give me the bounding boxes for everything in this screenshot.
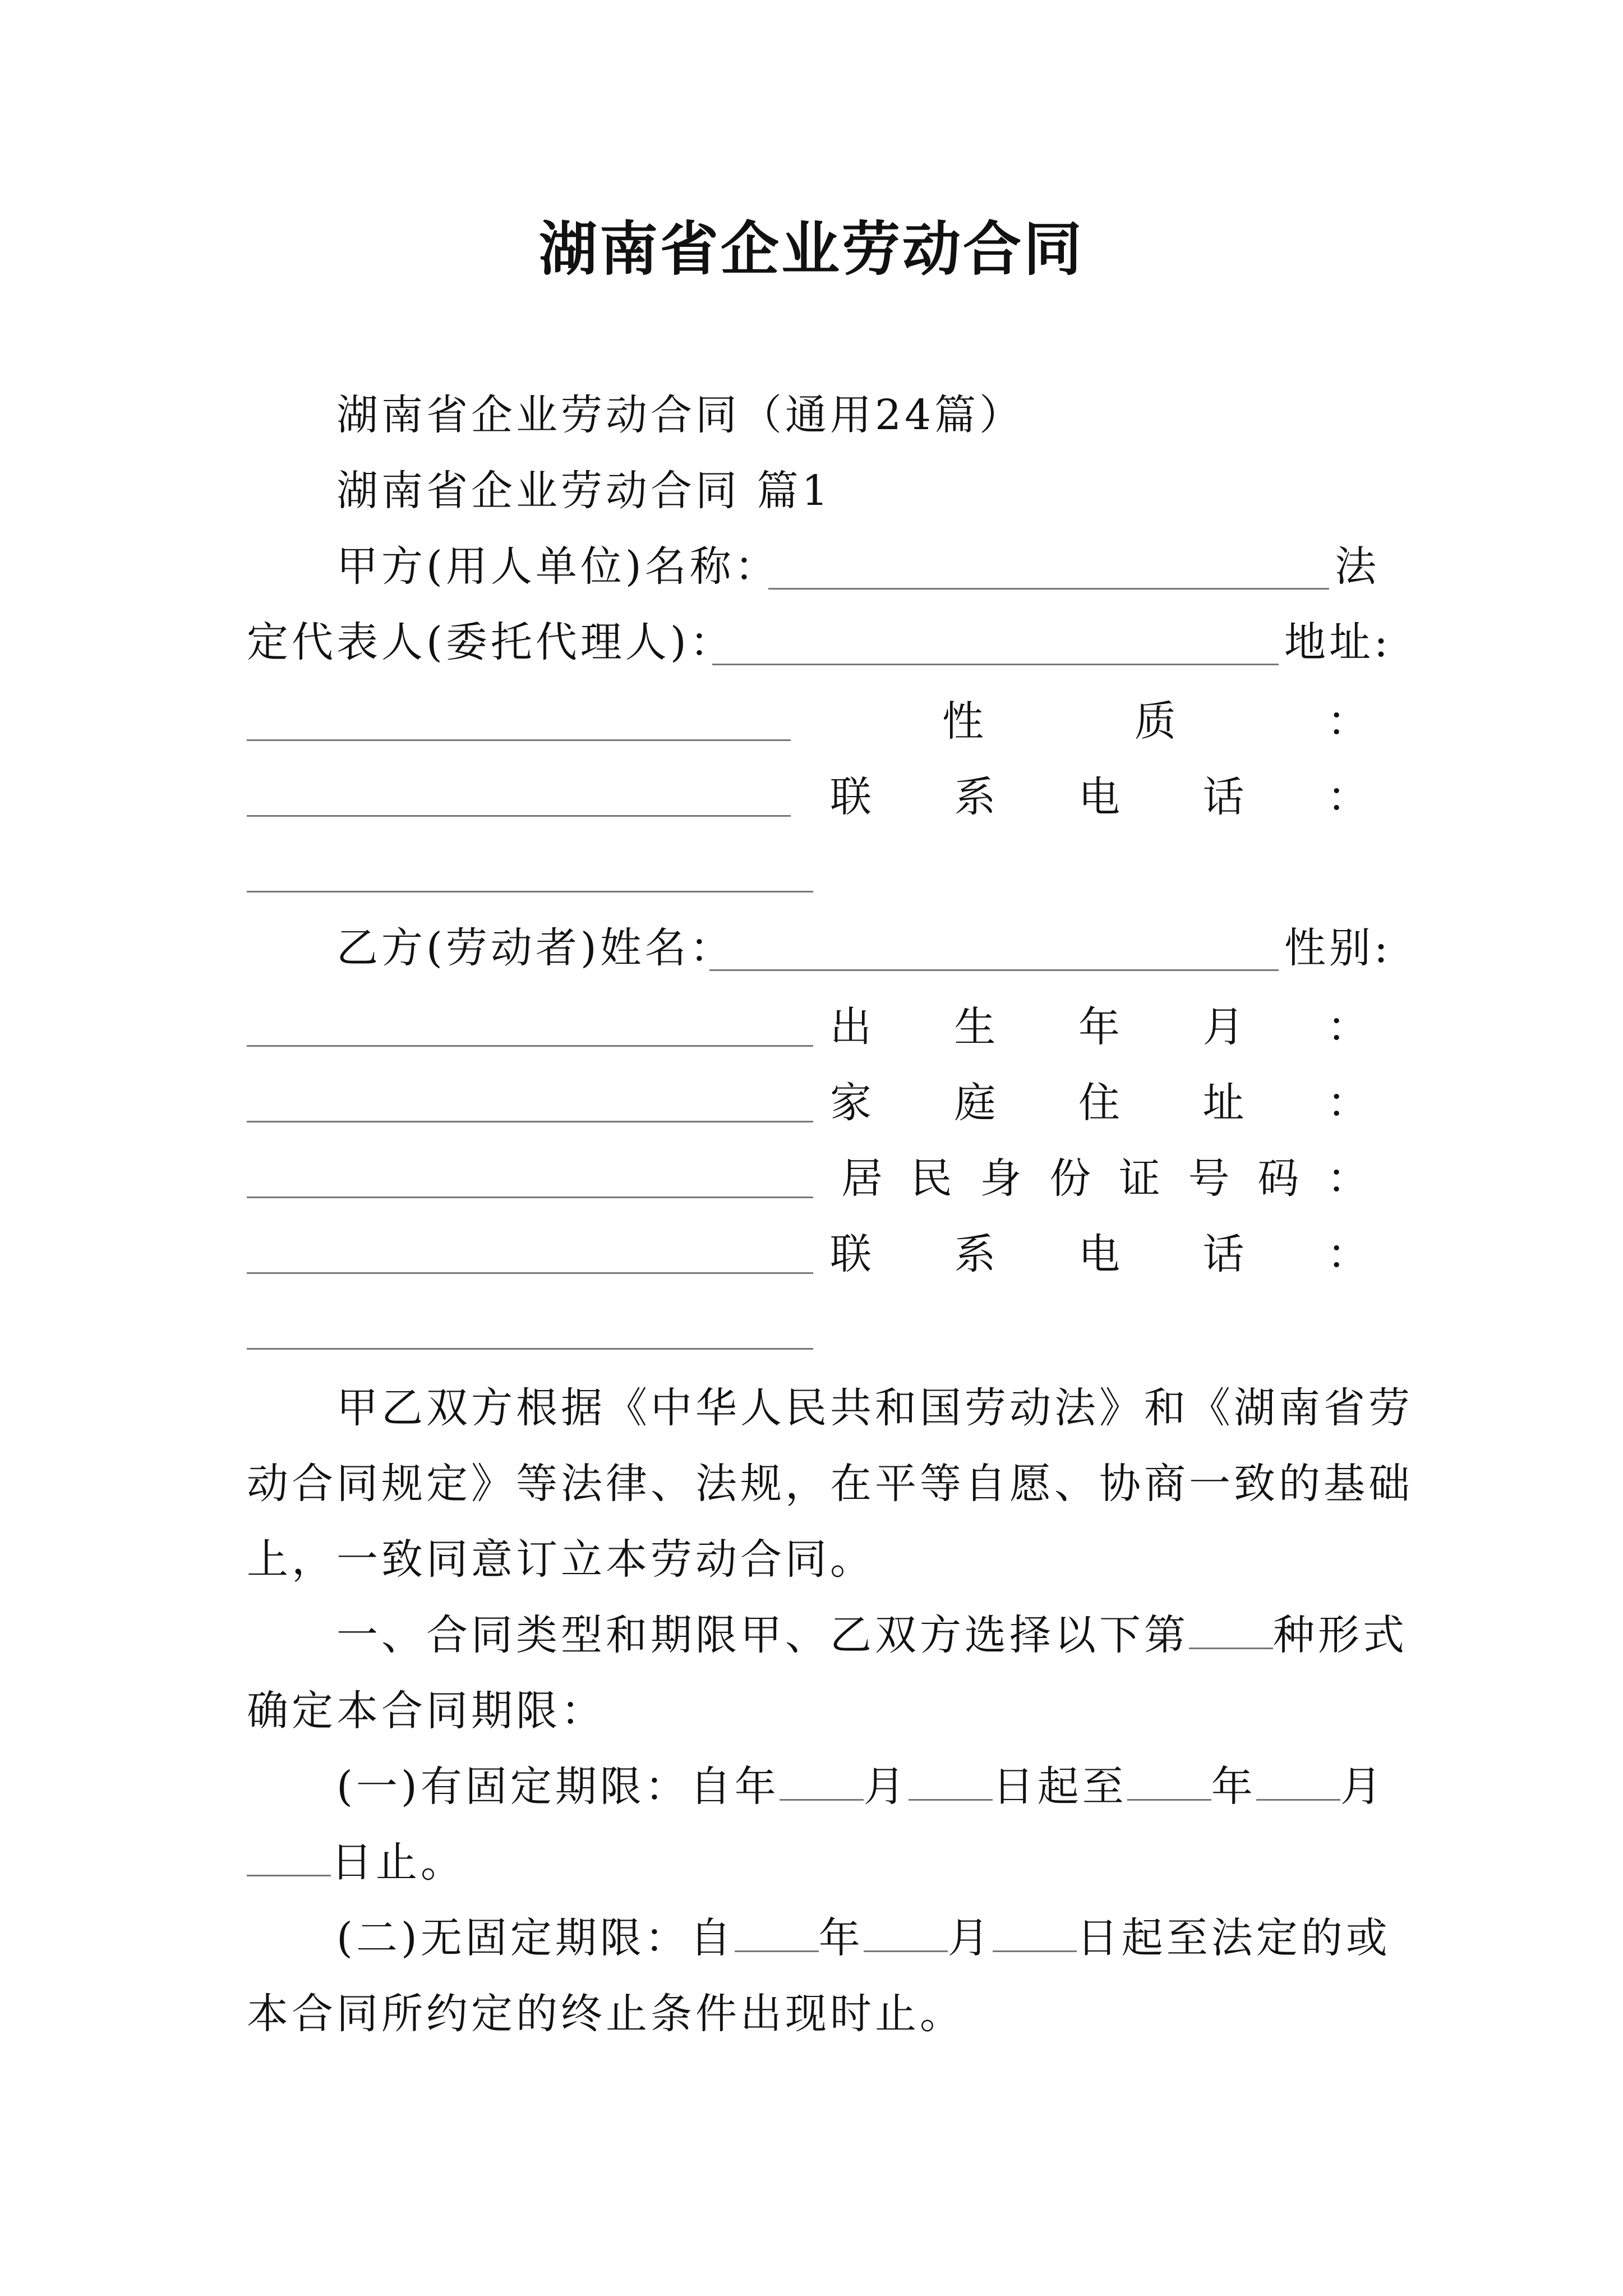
party-b-name-blank[interactable] xyxy=(709,969,1279,971)
party-a-address-label: 地址: xyxy=(1284,618,1391,666)
party-b-home-blank[interactable] xyxy=(247,1197,813,1198)
party-b-phone-char: 话 xyxy=(1202,1230,1244,1278)
date-blank[interactable] xyxy=(735,1911,819,1952)
party-a-nature-char: ： xyxy=(1327,697,1368,746)
party-a-phone-char: 系 xyxy=(954,773,996,821)
party-b-birth-blank[interactable] xyxy=(247,1121,813,1122)
section-1-line: 确定本合同期限： xyxy=(247,1687,606,1735)
subtitle: 湖南省企业劳动合同（通用24篇） xyxy=(336,391,1025,439)
party-b-home-char: ： xyxy=(1327,1079,1368,1127)
open-term-text: (二)无固定期限：自 xyxy=(336,1914,735,1962)
party-b-birth-char: 月 xyxy=(1202,1003,1244,1051)
date-blank[interactable] xyxy=(1127,1760,1211,1801)
fixed-term-text: 月 xyxy=(863,1763,909,1811)
party-b-gender-label: 性别: xyxy=(1284,924,1391,972)
contract-type-blank[interactable] xyxy=(1189,1608,1273,1649)
party-a-phone-label xyxy=(830,766,1368,822)
party-b-birth-label xyxy=(830,996,1368,1052)
date-blank[interactable] xyxy=(864,1911,948,1952)
fixed-term-text: 年 xyxy=(1211,1763,1256,1811)
party-b-id-char: 码 xyxy=(1257,1154,1299,1203)
party-b-home-label xyxy=(830,1071,1368,1128)
open-term-text: 月 xyxy=(947,1914,993,1962)
fixed-term-text: 日起至 xyxy=(992,1763,1127,1811)
party-b-gender-blank[interactable] xyxy=(247,1045,813,1047)
fixed-term-line xyxy=(247,1834,465,1890)
preamble-line: 甲乙双方根据《中华人民共和国劳动法》和《湖南省劳 xyxy=(336,1384,1413,1432)
party-a-phone-char: 电 xyxy=(1078,773,1120,821)
party-a-nature-blank[interactable] xyxy=(247,815,791,817)
date-blank[interactable] xyxy=(247,1835,331,1876)
party-a-nature-char: 性 xyxy=(942,697,984,746)
party-b-id-char: 民 xyxy=(910,1154,952,1203)
party-b-birth-char: ： xyxy=(1327,1003,1368,1051)
party-b-birth-char: 年 xyxy=(1078,1003,1120,1051)
party-b-birth-char: 生 xyxy=(954,1003,996,1051)
party-a-phone-blank[interactable] xyxy=(247,891,813,892)
open-term-line xyxy=(336,1910,1391,1966)
date-blank[interactable] xyxy=(993,1911,1077,1952)
party-a-name-label: 甲方(用人单位)名称： xyxy=(336,542,780,591)
party-b-id-char: 居 xyxy=(841,1154,883,1203)
party-b-id-char: 号 xyxy=(1188,1154,1230,1203)
document-title: 湖南省企业劳动合同 xyxy=(538,215,1084,283)
party-b-home-char: 庭 xyxy=(954,1079,996,1127)
open-term-text: 日起至法定的或 xyxy=(1076,1914,1391,1962)
party-a-nature-char: 质 xyxy=(1135,697,1176,746)
party-b-name-label: 乙方(劳动者)姓名： xyxy=(336,924,735,972)
open-term-text: 年 xyxy=(818,1914,864,1962)
party-b-id-char: 份 xyxy=(1049,1154,1091,1203)
party-a-nature-label xyxy=(942,690,1368,746)
party-a-rep-prefix: 法 xyxy=(1335,542,1380,591)
party-b-id-char: 身 xyxy=(980,1154,1022,1203)
party-b-id-char: ： xyxy=(1326,1154,1368,1203)
section-1-line xyxy=(336,1607,1408,1663)
fixed-term-text: 月 xyxy=(1340,1763,1385,1811)
date-blank[interactable] xyxy=(780,1760,864,1801)
party-a-phone-char: ： xyxy=(1327,773,1368,821)
party-a-rep-label: 定代表人(委托代理人)： xyxy=(247,618,735,666)
open-term-line: 本合同所约定的终止条件出现时止。 xyxy=(247,1990,965,2038)
date-blank[interactable] xyxy=(1256,1760,1340,1801)
party-b-phone-label xyxy=(830,1223,1368,1279)
fixed-term-text: 日止。 xyxy=(331,1838,465,1887)
party-b-phone-blank[interactable] xyxy=(247,1348,813,1350)
party-b-phone-char: 联 xyxy=(830,1230,872,1278)
section-1-text: 种形式 xyxy=(1273,1611,1408,1659)
party-a-rep-blank[interactable] xyxy=(712,664,1279,665)
party-b-birth-char: 出 xyxy=(830,1003,872,1051)
party-b-id-blank[interactable] xyxy=(247,1272,813,1274)
fixed-term-line xyxy=(336,1759,1385,1815)
party-a-phone-char: 话 xyxy=(1202,773,1244,821)
preamble-line: 上，一致同意订立本劳动合同。 xyxy=(247,1535,875,1584)
party-a-phone-char: 联 xyxy=(830,773,872,821)
party-b-home-char: 住 xyxy=(1078,1079,1120,1127)
party-b-id-label xyxy=(841,1147,1368,1203)
party-b-home-char: 址 xyxy=(1202,1079,1244,1127)
date-blank[interactable] xyxy=(909,1760,993,1801)
fixed-term-text: (一)有固定期限：自年 xyxy=(336,1763,780,1811)
party-b-id-char: 证 xyxy=(1118,1154,1160,1203)
section-1-text: 一、合同类型和期限甲、乙双方选择以下第 xyxy=(336,1611,1189,1659)
party-a-address-blank[interactable] xyxy=(247,739,791,741)
party-b-phone-char: 系 xyxy=(954,1230,996,1278)
party-b-phone-char: 电 xyxy=(1078,1230,1120,1278)
preamble-line: 动合同规定》等法律、法规，在平等自愿、协商一致的基础 xyxy=(247,1460,1413,1508)
article-heading: 湖南省企业劳动合同 篇1 xyxy=(336,467,832,515)
party-a-name-blank[interactable] xyxy=(768,588,1329,590)
party-b-home-char: 家 xyxy=(830,1079,872,1127)
party-b-phone-char: ： xyxy=(1327,1230,1368,1278)
